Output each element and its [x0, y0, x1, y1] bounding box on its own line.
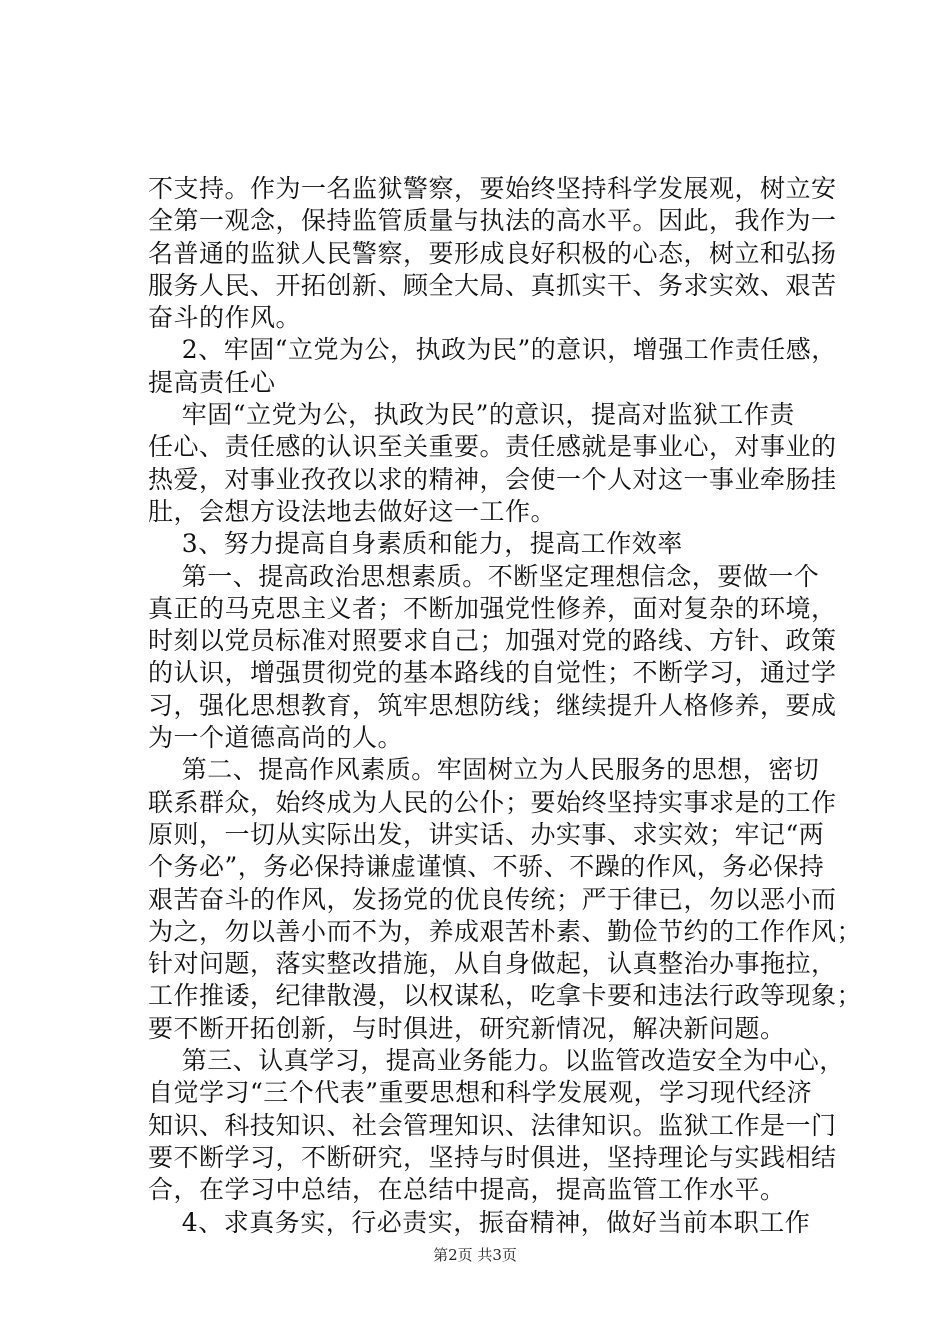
- text-line: 工作推诿，纪律散漫，以权谋私，吃拿卡要和违法行政等现象；: [148, 981, 863, 1011]
- text-line: 任心、责任感的认识至关重要。责任感就是事业心，对事业的: [148, 432, 837, 462]
- text-line: 不支持。作为一名监狱警察，要始终坚持科学发展观，树立安: [148, 174, 837, 203]
- text-line: 合，在学习中总结，在总结中提高，提高监管工作水平。: [148, 1175, 786, 1205]
- page-footer: 第2页 共3页: [433, 1246, 517, 1264]
- text-line: 肚，会想方设法地去做好这一工作。: [148, 496, 557, 526]
- text-line: 要不断学习，不断研究，坚持与时俱进，坚持理论与实践相结: [148, 1142, 837, 1172]
- text-line: 知识、科技知识、社会管理知识、法律知识。监狱工作是一门: [148, 1110, 837, 1140]
- text-line: 热爱，对事业孜孜以求的精神，会使一个人对这一事业牵肠挂: [148, 464, 837, 494]
- document-body: [148, 173, 863, 1239]
- text-line: 全第一观念，保持监管质量与执法的高水平。因此，我作为一: [148, 206, 837, 236]
- text-line: 3、努力提高自身素质和能力，提高工作效率: [148, 529, 683, 559]
- text-line: 要不断开拓创新，与时俱进，研究新情况，解决新问题。: [148, 1013, 786, 1043]
- text-line: 2、牢固“立党为公，执政为民”的意识，增强工作责任感，: [148, 335, 837, 365]
- text-line: 时刻以党员标准对照要求自己；加强对党的路线、方针、政策: [148, 626, 837, 656]
- text-line: 自觉学习“三个代表”重要思想和科学发展观，学习现代经济: [148, 1078, 813, 1108]
- text-line: 服务人民、开拓创新、顾全大局、真抓实干、务求实效、艰苦: [148, 270, 837, 300]
- text-line: 个务必”，务必保持谦虚谨慎、不骄、不躁的作风，务必保持: [148, 852, 825, 882]
- text-line: 针对问题，落实整改措施，从自身做起，认真整治办事拖拉，: [148, 949, 837, 979]
- text-line: 奋斗的作风。: [148, 303, 302, 333]
- text-line: 第二、提高作风素质。牢固树立为人民服务的思想，密切: [148, 755, 820, 785]
- text-line: 名普通的监狱人民警察，要形成良好积极的心态，树立和弘扬: [148, 238, 837, 268]
- text-line: 真正的马克思主义者；不断加强党性修养，面对复杂的环境，: [148, 593, 837, 623]
- text-line: 为之，勿以善小而不为，养成艰苦朴素、勤俭节约的工作作风；: [148, 916, 863, 946]
- text-line: 联系群众，始终成为人民的公仆；要始终坚持实事求是的工作: [148, 787, 837, 817]
- text-line: 为一个道德高尚的人。: [148, 723, 404, 753]
- text-line: 艰苦奋斗的作风，发扬党的优良传统；严于律已，勿以恶小而: [148, 884, 837, 914]
- text-line: 习，强化思想教育，筑牢思想防线；继续提升人格修养，要成: [148, 690, 837, 720]
- text-line: 的认识，增强贯彻党的基本路线的自觉性；不断学习，通过学: [148, 658, 837, 688]
- text-line: 提高责任心: [148, 367, 276, 397]
- text-line: 4、求真务实，行必责实，振奋精神，做好当前本职工作: [148, 1207, 811, 1237]
- text-line: 原则，一切从实际出发，讲实话、办实事、求实效；牢记“两: [148, 819, 825, 849]
- text-line: 牢固“立党为公，执政为民”的意识，提高对监狱工作责: [148, 400, 795, 430]
- text-line: 第三、认真学习，提高业务能力。以监管改造安全为中心，: [148, 1046, 845, 1076]
- text-line: 第一、提高政治思想素质。不断坚定理想信念，要做一个: [148, 561, 820, 591]
